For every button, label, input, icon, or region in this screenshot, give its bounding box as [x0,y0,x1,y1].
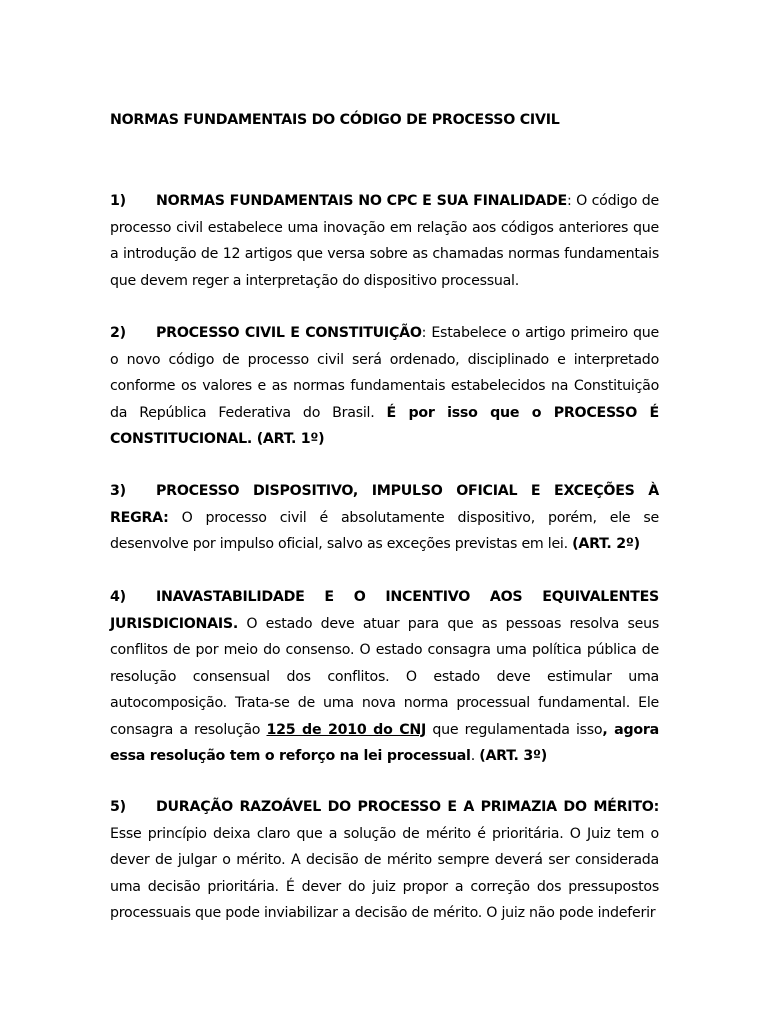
section-heading: INAVASTABILIDADE E O INCENTIVO AOS EQUIVALENTES JURISDICIONAIS. [110,589,659,632]
section-text: O estado deve atuar para que as pessoas resolva seus conflitos de por meio do consenso. O estado consagra uma política pública de resolução consensual dos conflitos. O estado deve estimular uma autocomposição. Trata-se de uma nova norma processual fundamental. Ele consagra a resolução [110,615,659,738]
section-text: : O código de processo civil estabelece uma inovação em relação aos códigos anteriores que a introdução de 12 artigos que versa sobre as chamadas normas fundamentais que devem reger a interpretação do dispositivo processual. [110,193,660,289]
section-heading: PROCESSO CIVIL E CONSTITUIÇÃO [156,325,422,341]
article-reference: (ART. 2º) [572,536,640,552]
section-emphasis: , agora essa resolução tem o reforço na lei processual [110,721,659,764]
document-title: NORMAS FUNDAMENTAIS DO CÓDIGO DE PROCESSO CIVIL [110,112,560,128]
resolution-highlight: 125 de 2010 do CNJ [266,721,427,738]
section-text: : Estabelece o artigo primeiro que o novo código de processo civil será ordenado, disciplinado e interpretado conforme os valores e as normas fundamentais estabelecidos na Constituição da República Federativa do Brasil. [110,325,659,421]
section-emphasis: É por isso que o PROCESSO É CONSTITUCIONAL. (ART. 1º) [110,404,660,447]
section-heading: PROCESSO DISPOSITIVO, IMPULSO OFICIAL E EXCEÇÕES À REGRA: [110,483,659,526]
section-2 [110,320,659,453]
section-text-end: . [470,748,480,764]
section-heading: NORMAS FUNDAMENTAIS NO CPC E SUA FINALIDADE [156,193,567,209]
section-number: 4) [110,589,126,605]
section-3 [110,478,659,558]
section-text-continued: que regulamentada isso [426,721,603,738]
section-number: 3) [110,483,126,499]
section-number: 2) [110,325,126,341]
section-text: O processo civil é absolutamente dispositivo, porém, ele se desenvolve por impulso oficial, salvo as exceções previstas em lei. [110,509,659,552]
section-5 [110,794,659,927]
section-number: 1) [110,193,126,209]
article-reference: (ART. 3º) [479,748,547,764]
section-heading: DURAÇÃO RAZOÁVEL DO PROCESSO E A PRIMAZIA DO MÉRITO: [156,799,659,815]
section-1 [110,188,659,294]
section-4 [110,584,659,770]
section-number: 5) [110,799,126,815]
section-text: Esse princípio deixa claro que a solução de mérito é prioritária. O Juiz tem o dever de julgar o mérito. A decisão de mérito sempre deverá ser considerada uma decisão prioritária. É dever do juiz propor a correção dos pressupostos processuais que pode inviabilizar a decisão de mérito. O juiz não pode indeferir [110,825,659,921]
